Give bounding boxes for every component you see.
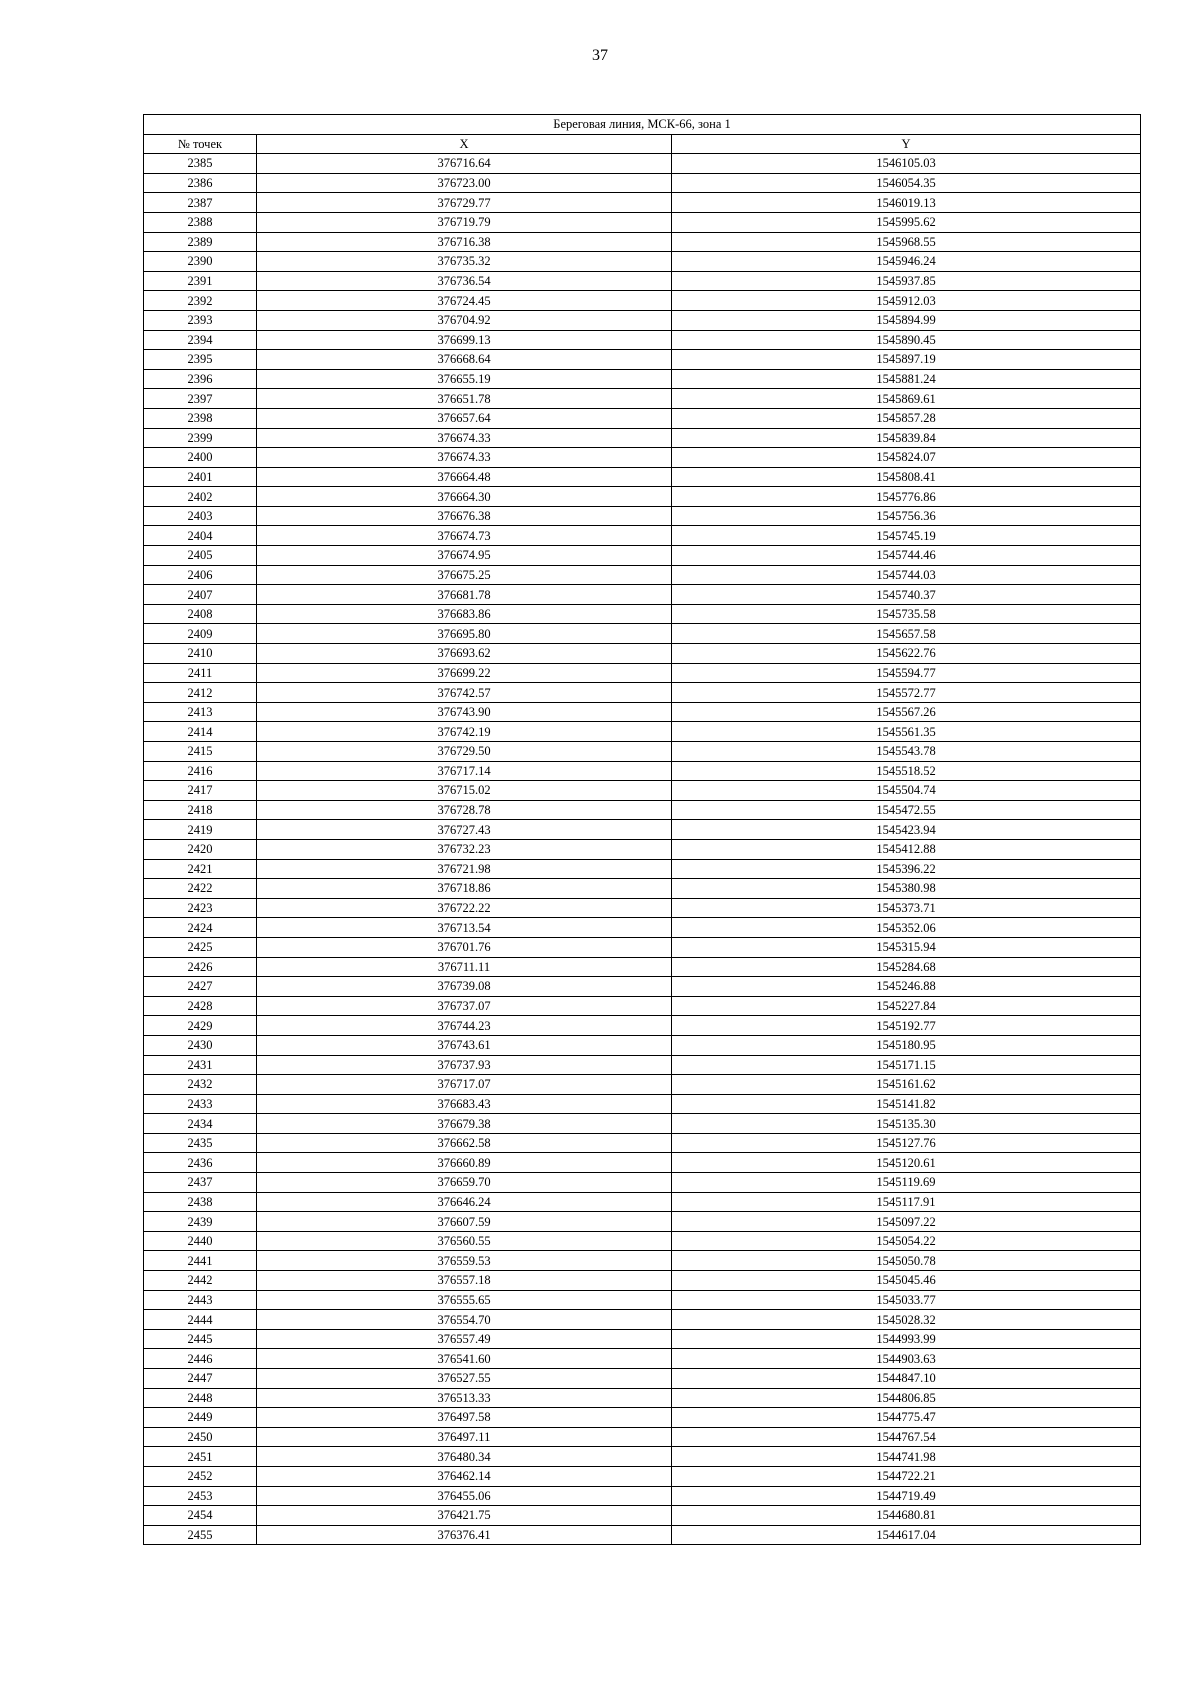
point-number-cell: 2403 <box>144 506 257 526</box>
table-row <box>144 271 1141 291</box>
point-number-cell: 2412 <box>144 683 257 703</box>
point-number-cell: 2395 <box>144 350 257 370</box>
table-row <box>144 644 1141 664</box>
table-row <box>144 820 1141 840</box>
x-coordinate-cell: 376674.33 <box>257 448 672 468</box>
table-row <box>144 526 1141 546</box>
y-coordinate-cell: 1545744.46 <box>672 546 1141 566</box>
point-number-cell: 2452 <box>144 1466 257 1486</box>
table-row <box>144 1271 1141 1291</box>
point-number-cell: 2394 <box>144 330 257 350</box>
table-row <box>144 546 1141 566</box>
point-number-cell: 2413 <box>144 702 257 722</box>
y-coordinate-cell: 1545097.22 <box>672 1212 1141 1232</box>
y-coordinate-cell: 1545561.35 <box>672 722 1141 742</box>
table-row <box>144 506 1141 526</box>
y-coordinate-cell: 1545824.07 <box>672 448 1141 468</box>
table-row <box>144 977 1141 997</box>
table-row <box>144 330 1141 350</box>
x-coordinate-cell: 376735.32 <box>257 252 672 272</box>
x-coordinate-cell: 376668.64 <box>257 350 672 370</box>
x-coordinate-cell: 376664.30 <box>257 487 672 507</box>
x-coordinate-cell: 376664.48 <box>257 467 672 487</box>
y-coordinate-cell: 1544617.04 <box>672 1525 1141 1545</box>
point-number-cell: 2419 <box>144 820 257 840</box>
y-coordinate-cell: 1545657.58 <box>672 624 1141 644</box>
table-header-row <box>144 134 1141 154</box>
point-number-cell: 2448 <box>144 1388 257 1408</box>
table-row <box>144 1466 1141 1486</box>
table-row <box>144 898 1141 918</box>
table-body <box>144 154 1141 1545</box>
table-row <box>144 428 1141 448</box>
x-coordinate-cell: 376737.07 <box>257 996 672 1016</box>
y-coordinate-cell: 1545227.84 <box>672 996 1141 1016</box>
table-row <box>144 408 1141 428</box>
y-coordinate-cell: 1545518.52 <box>672 761 1141 781</box>
y-coordinate-cell: 1545839.84 <box>672 428 1141 448</box>
table-row <box>144 800 1141 820</box>
point-number-cell: 2385 <box>144 154 257 174</box>
x-coordinate-cell: 376555.65 <box>257 1290 672 1310</box>
y-coordinate-cell: 1545180.95 <box>672 1035 1141 1055</box>
point-number-cell: 2392 <box>144 291 257 311</box>
y-coordinate-cell: 1545756.36 <box>672 506 1141 526</box>
y-coordinate-cell: 1545119.69 <box>672 1173 1141 1193</box>
table-row <box>144 193 1141 213</box>
table-row <box>144 996 1141 1016</box>
x-coordinate-cell: 376711.11 <box>257 957 672 977</box>
y-coordinate-cell: 1544993.99 <box>672 1329 1141 1349</box>
table-row <box>144 389 1141 409</box>
point-number-cell: 2399 <box>144 428 257 448</box>
x-coordinate-cell: 376716.38 <box>257 232 672 252</box>
table-row <box>144 154 1141 174</box>
x-coordinate-cell: 376719.79 <box>257 212 672 232</box>
point-number-cell: 2401 <box>144 467 257 487</box>
x-coordinate-cell: 376728.78 <box>257 800 672 820</box>
x-coordinate-cell: 376736.54 <box>257 271 672 291</box>
y-coordinate-cell: 1545120.61 <box>672 1153 1141 1173</box>
table-row <box>144 781 1141 801</box>
y-coordinate-cell: 1545117.91 <box>672 1192 1141 1212</box>
y-coordinate-cell: 1545396.22 <box>672 859 1141 879</box>
point-number-cell: 2389 <box>144 232 257 252</box>
x-coordinate-cell: 376701.76 <box>257 937 672 957</box>
table-row <box>144 1310 1141 1330</box>
y-coordinate-cell: 1545246.88 <box>672 977 1141 997</box>
x-coordinate-cell: 376462.14 <box>257 1466 672 1486</box>
x-coordinate-cell: 376480.34 <box>257 1447 672 1467</box>
point-number-cell: 2454 <box>144 1506 257 1526</box>
x-coordinate-cell: 376527.55 <box>257 1369 672 1389</box>
y-coordinate-cell: 1545995.62 <box>672 212 1141 232</box>
table-row <box>144 448 1141 468</box>
y-coordinate-cell: 1545912.03 <box>672 291 1141 311</box>
table-row <box>144 839 1141 859</box>
y-coordinate-cell: 1545776.86 <box>672 487 1141 507</box>
y-coordinate-cell: 1544806.85 <box>672 1388 1141 1408</box>
point-number-cell: 2409 <box>144 624 257 644</box>
point-number-cell: 2441 <box>144 1251 257 1271</box>
table-row <box>144 624 1141 644</box>
x-coordinate-cell: 376674.33 <box>257 428 672 448</box>
x-coordinate-cell: 376739.08 <box>257 977 672 997</box>
point-number-cell: 2447 <box>144 1369 257 1389</box>
table-row <box>144 1506 1141 1526</box>
point-number-cell: 2402 <box>144 487 257 507</box>
x-coordinate-cell: 376559.53 <box>257 1251 672 1271</box>
point-number-cell: 2439 <box>144 1212 257 1232</box>
y-coordinate-cell: 1545171.15 <box>672 1055 1141 1075</box>
table-row <box>144 1369 1141 1389</box>
x-coordinate-cell: 376646.24 <box>257 1192 672 1212</box>
table-row <box>144 1212 1141 1232</box>
y-coordinate-cell: 1545543.78 <box>672 742 1141 762</box>
table-row <box>144 1251 1141 1271</box>
table-row <box>144 252 1141 272</box>
point-number-cell: 2416 <box>144 761 257 781</box>
y-coordinate-cell: 1545937.85 <box>672 271 1141 291</box>
point-number-cell: 2430 <box>144 1035 257 1055</box>
y-coordinate-cell: 1545881.24 <box>672 369 1141 389</box>
point-number-cell: 2440 <box>144 1231 257 1251</box>
table-row <box>144 585 1141 605</box>
point-number-cell: 2455 <box>144 1525 257 1545</box>
x-coordinate-cell: 376737.93 <box>257 1055 672 1075</box>
point-number-cell: 2446 <box>144 1349 257 1369</box>
point-number-cell: 2407 <box>144 585 257 605</box>
x-coordinate-cell: 376554.70 <box>257 1310 672 1330</box>
x-coordinate-cell: 376717.07 <box>257 1075 672 1095</box>
x-coordinate-cell: 376699.13 <box>257 330 672 350</box>
column-header-point-number: № точек <box>144 134 257 154</box>
y-coordinate-cell: 1545045.46 <box>672 1271 1141 1291</box>
y-coordinate-cell: 1545412.88 <box>672 839 1141 859</box>
point-number-cell: 2388 <box>144 212 257 232</box>
y-coordinate-cell: 1545745.19 <box>672 526 1141 546</box>
y-coordinate-cell: 1545594.77 <box>672 663 1141 683</box>
point-number-cell: 2404 <box>144 526 257 546</box>
point-number-cell: 2396 <box>144 369 257 389</box>
x-coordinate-cell: 376717.14 <box>257 761 672 781</box>
y-coordinate-cell: 1545054.22 <box>672 1231 1141 1251</box>
x-coordinate-cell: 376659.70 <box>257 1173 672 1193</box>
table-row <box>144 683 1141 703</box>
table-row <box>144 291 1141 311</box>
point-number-cell: 2390 <box>144 252 257 272</box>
point-number-cell: 2418 <box>144 800 257 820</box>
table-row <box>144 487 1141 507</box>
table-row <box>144 859 1141 879</box>
point-number-cell: 2438 <box>144 1192 257 1212</box>
point-number-cell: 2453 <box>144 1486 257 1506</box>
y-coordinate-cell: 1544903.63 <box>672 1349 1141 1369</box>
x-coordinate-cell: 376676.38 <box>257 506 672 526</box>
point-number-cell: 2424 <box>144 918 257 938</box>
point-number-cell: 2434 <box>144 1114 257 1134</box>
point-number-cell: 2444 <box>144 1310 257 1330</box>
y-coordinate-cell: 1545284.68 <box>672 957 1141 977</box>
x-coordinate-cell: 376729.50 <box>257 742 672 762</box>
x-coordinate-cell: 376723.00 <box>257 173 672 193</box>
table-title: Береговая линия, МСК-66, зона 1 <box>144 115 1141 135</box>
table-row <box>144 879 1141 899</box>
x-coordinate-cell: 376729.77 <box>257 193 672 213</box>
y-coordinate-cell: 1545315.94 <box>672 937 1141 957</box>
y-coordinate-cell: 1545968.55 <box>672 232 1141 252</box>
x-coordinate-cell: 376662.58 <box>257 1133 672 1153</box>
point-number-cell: 2450 <box>144 1427 257 1447</box>
y-coordinate-cell: 1545504.74 <box>672 781 1141 801</box>
x-coordinate-cell: 376718.86 <box>257 879 672 899</box>
table-row <box>144 350 1141 370</box>
table-row <box>144 1094 1141 1114</box>
y-coordinate-cell: 1545894.99 <box>672 310 1141 330</box>
table-row <box>144 310 1141 330</box>
x-coordinate-cell: 376743.90 <box>257 702 672 722</box>
table-row <box>144 565 1141 585</box>
table-row <box>144 663 1141 683</box>
table-row <box>144 467 1141 487</box>
y-coordinate-cell: 1545373.71 <box>672 898 1141 918</box>
y-coordinate-cell: 1545127.76 <box>672 1133 1141 1153</box>
y-coordinate-cell: 1545744.03 <box>672 565 1141 585</box>
x-coordinate-cell: 376607.59 <box>257 1212 672 1232</box>
table-row <box>144 1075 1141 1095</box>
x-coordinate-cell: 376716.64 <box>257 154 672 174</box>
y-coordinate-cell: 1544741.98 <box>672 1447 1141 1467</box>
y-coordinate-cell: 1544775.47 <box>672 1408 1141 1428</box>
x-coordinate-cell: 376651.78 <box>257 389 672 409</box>
x-coordinate-cell: 376713.54 <box>257 918 672 938</box>
table-row <box>144 1329 1141 1349</box>
x-coordinate-cell: 376693.62 <box>257 644 672 664</box>
table-row <box>144 1388 1141 1408</box>
table-row <box>144 212 1141 232</box>
point-number-cell: 2411 <box>144 663 257 683</box>
y-coordinate-cell: 1545890.45 <box>672 330 1141 350</box>
x-coordinate-cell: 376513.33 <box>257 1388 672 1408</box>
point-number-cell: 2415 <box>144 742 257 762</box>
table-row <box>144 369 1141 389</box>
point-number-cell: 2427 <box>144 977 257 997</box>
x-coordinate-cell: 376421.75 <box>257 1506 672 1526</box>
table-row <box>144 1055 1141 1075</box>
point-number-cell: 2432 <box>144 1075 257 1095</box>
point-number-cell: 2421 <box>144 859 257 879</box>
table-row <box>144 1173 1141 1193</box>
table-row <box>144 918 1141 938</box>
point-number-cell: 2426 <box>144 957 257 977</box>
point-number-cell: 2445 <box>144 1329 257 1349</box>
point-number-cell: 2433 <box>144 1094 257 1114</box>
y-coordinate-cell: 1545869.61 <box>672 389 1141 409</box>
point-number-cell: 2443 <box>144 1290 257 1310</box>
x-coordinate-cell: 376681.78 <box>257 585 672 605</box>
y-coordinate-cell: 1545472.55 <box>672 800 1141 820</box>
x-coordinate-cell: 376742.57 <box>257 683 672 703</box>
point-number-cell: 2442 <box>144 1271 257 1291</box>
x-coordinate-cell: 376683.43 <box>257 1094 672 1114</box>
point-number-cell: 2422 <box>144 879 257 899</box>
point-number-cell: 2386 <box>144 173 257 193</box>
table-row <box>144 1153 1141 1173</box>
y-coordinate-cell: 1545567.26 <box>672 702 1141 722</box>
y-coordinate-cell: 1545161.62 <box>672 1075 1141 1095</box>
x-coordinate-cell: 376674.73 <box>257 526 672 546</box>
x-coordinate-cell: 376560.55 <box>257 1231 672 1251</box>
table-row <box>144 702 1141 722</box>
y-coordinate-cell: 1545423.94 <box>672 820 1141 840</box>
table-row <box>144 937 1141 957</box>
table-row <box>144 1114 1141 1134</box>
point-number-cell: 2417 <box>144 781 257 801</box>
x-coordinate-cell: 376557.49 <box>257 1329 672 1349</box>
x-coordinate-cell: 376679.38 <box>257 1114 672 1134</box>
point-number-cell: 2449 <box>144 1408 257 1428</box>
table-row <box>144 742 1141 762</box>
x-coordinate-cell: 376727.43 <box>257 820 672 840</box>
coordinates-table <box>143 114 1141 1545</box>
x-coordinate-cell: 376657.64 <box>257 408 672 428</box>
y-coordinate-cell: 1546019.13 <box>672 193 1141 213</box>
x-coordinate-cell: 376742.19 <box>257 722 672 742</box>
y-coordinate-cell: 1545897.19 <box>672 350 1141 370</box>
y-coordinate-cell: 1545946.24 <box>672 252 1141 272</box>
table-row <box>144 1133 1141 1153</box>
point-number-cell: 2435 <box>144 1133 257 1153</box>
x-coordinate-cell: 376683.86 <box>257 604 672 624</box>
column-header-x: X <box>257 134 672 154</box>
y-coordinate-cell: 1544722.21 <box>672 1466 1141 1486</box>
x-coordinate-cell: 376699.22 <box>257 663 672 683</box>
y-coordinate-cell: 1545857.28 <box>672 408 1141 428</box>
point-number-cell: 2423 <box>144 898 257 918</box>
x-coordinate-cell: 376721.98 <box>257 859 672 879</box>
x-coordinate-cell: 376704.92 <box>257 310 672 330</box>
table-row <box>144 1290 1141 1310</box>
page-number: 37 <box>592 47 608 64</box>
point-number-cell: 2451 <box>144 1447 257 1467</box>
point-number-cell: 2400 <box>144 448 257 468</box>
x-coordinate-cell: 376455.06 <box>257 1486 672 1506</box>
y-coordinate-cell: 1545135.30 <box>672 1114 1141 1134</box>
point-number-cell: 2429 <box>144 1016 257 1036</box>
table-row <box>144 1192 1141 1212</box>
y-coordinate-cell: 1545033.77 <box>672 1290 1141 1310</box>
point-number-cell: 2393 <box>144 310 257 330</box>
y-coordinate-cell: 1544680.81 <box>672 1506 1141 1526</box>
column-header-y: Y <box>672 134 1141 154</box>
point-number-cell: 2405 <box>144 546 257 566</box>
table-row <box>144 1525 1141 1545</box>
point-number-cell: 2436 <box>144 1153 257 1173</box>
x-coordinate-cell: 376557.18 <box>257 1271 672 1291</box>
x-coordinate-cell: 376655.19 <box>257 369 672 389</box>
x-coordinate-cell: 376744.23 <box>257 1016 672 1036</box>
table-row <box>144 1427 1141 1447</box>
table-row <box>144 1231 1141 1251</box>
table-row <box>144 761 1141 781</box>
point-number-cell: 2398 <box>144 408 257 428</box>
y-coordinate-cell: 1545808.41 <box>672 467 1141 487</box>
point-number-cell: 2414 <box>144 722 257 742</box>
table-row <box>144 1016 1141 1036</box>
point-number-cell: 2420 <box>144 839 257 859</box>
table-row <box>144 1486 1141 1506</box>
table-row <box>144 1408 1141 1428</box>
x-coordinate-cell: 376660.89 <box>257 1153 672 1173</box>
x-coordinate-cell: 376376.41 <box>257 1525 672 1545</box>
y-coordinate-cell: 1545050.78 <box>672 1251 1141 1271</box>
y-coordinate-cell: 1545141.82 <box>672 1094 1141 1114</box>
x-coordinate-cell: 376497.11 <box>257 1427 672 1447</box>
point-number-cell: 2408 <box>144 604 257 624</box>
y-coordinate-cell: 1546054.35 <box>672 173 1141 193</box>
x-coordinate-cell: 376675.25 <box>257 565 672 585</box>
point-number-cell: 2425 <box>144 937 257 957</box>
point-number-cell: 2391 <box>144 271 257 291</box>
y-coordinate-cell: 1544767.54 <box>672 1427 1141 1447</box>
y-coordinate-cell: 1544847.10 <box>672 1369 1141 1389</box>
table-title-row <box>144 115 1141 135</box>
x-coordinate-cell: 376497.58 <box>257 1408 672 1428</box>
table-row <box>144 1447 1141 1467</box>
y-coordinate-cell: 1545028.32 <box>672 1310 1141 1330</box>
x-coordinate-cell: 376724.45 <box>257 291 672 311</box>
y-coordinate-cell: 1545740.37 <box>672 585 1141 605</box>
point-number-cell: 2428 <box>144 996 257 1016</box>
x-coordinate-cell: 376674.95 <box>257 546 672 566</box>
table-row <box>144 604 1141 624</box>
y-coordinate-cell: 1545622.76 <box>672 644 1141 664</box>
y-coordinate-cell: 1545380.98 <box>672 879 1141 899</box>
x-coordinate-cell: 376722.22 <box>257 898 672 918</box>
x-coordinate-cell: 376541.60 <box>257 1349 672 1369</box>
point-number-cell: 2387 <box>144 193 257 213</box>
y-coordinate-cell: 1545735.58 <box>672 604 1141 624</box>
table-row <box>144 1349 1141 1369</box>
y-coordinate-cell: 1545192.77 <box>672 1016 1141 1036</box>
point-number-cell: 2431 <box>144 1055 257 1075</box>
x-coordinate-cell: 376743.61 <box>257 1035 672 1055</box>
y-coordinate-cell: 1545352.06 <box>672 918 1141 938</box>
x-coordinate-cell: 376715.02 <box>257 781 672 801</box>
point-number-cell: 2406 <box>144 565 257 585</box>
point-number-cell: 2397 <box>144 389 257 409</box>
y-coordinate-cell: 1545572.77 <box>672 683 1141 703</box>
table-row <box>144 232 1141 252</box>
table-row <box>144 957 1141 977</box>
y-coordinate-cell: 1546105.03 <box>672 154 1141 174</box>
point-number-cell: 2437 <box>144 1173 257 1193</box>
table-row <box>144 1035 1141 1055</box>
x-coordinate-cell: 376732.23 <box>257 839 672 859</box>
table-row <box>144 722 1141 742</box>
x-coordinate-cell: 376695.80 <box>257 624 672 644</box>
point-number-cell: 2410 <box>144 644 257 664</box>
table-row <box>144 173 1141 193</box>
y-coordinate-cell: 1544719.49 <box>672 1486 1141 1506</box>
